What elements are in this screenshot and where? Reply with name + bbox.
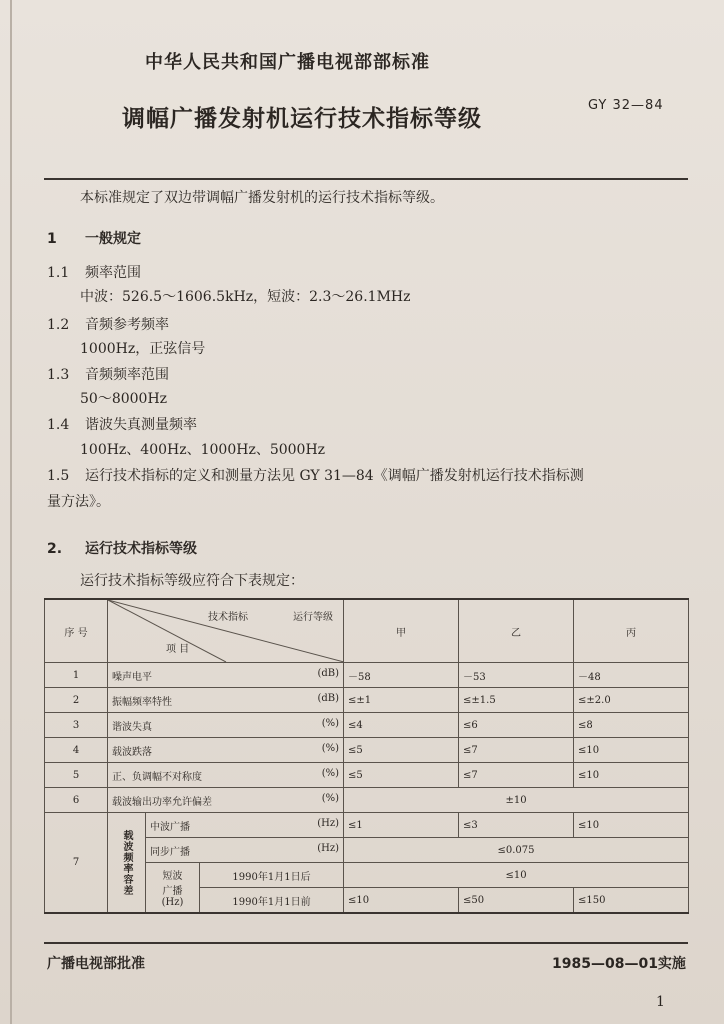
group-label-cell: [108, 813, 146, 914]
value-a: ≤±1: [344, 688, 459, 713]
value-c: ≤150: [574, 888, 689, 914]
header-grade-b: 乙: [459, 599, 574, 663]
value-b: ≤50: [459, 888, 574, 914]
spec-grade-table: [44, 598, 689, 914]
value-c: ≤±2.0: [574, 688, 689, 713]
value-b: ≤6: [459, 713, 574, 738]
clause-1-2-body: 1000Hz，正弦信号: [80, 341, 206, 357]
page-edge-divider: [10, 0, 12, 1024]
section-1-heading: [47, 228, 141, 248]
table-row: [45, 788, 689, 813]
sub-item-unit: (Hz): [317, 842, 340, 854]
sub-item: [146, 838, 344, 863]
clause-number: 1.3: [47, 367, 70, 383]
section-2-title: 运行技术指标等级: [85, 541, 197, 557]
header-grade-c: 丙: [574, 599, 689, 663]
clause-title: 音频频率范围: [85, 367, 169, 383]
header-item: 项 目: [166, 644, 190, 655]
item-unit: (dB): [317, 667, 340, 679]
value-a: ≤1: [344, 813, 459, 838]
value-a: ≤4: [344, 713, 459, 738]
header-grade-a: 甲: [344, 599, 459, 663]
row-item: [108, 688, 344, 713]
clause-1-3-body: 50～8000Hz: [80, 391, 168, 407]
period-label: 1990年1月1日前: [200, 888, 344, 914]
header-grade: 运行等级: [293, 612, 333, 623]
period-label: 1990年1月1日后: [200, 863, 344, 888]
footer-rule: [44, 942, 688, 944]
table-row: [45, 813, 689, 838]
clause-1-4-heading: [47, 414, 197, 434]
row-item: [108, 713, 344, 738]
value-b: ≤3: [459, 813, 574, 838]
item-label: 载波输出功率允许偏差: [112, 796, 212, 808]
value-c: ≤8: [574, 713, 689, 738]
row-number: 7: [45, 813, 108, 914]
header-indicator: 技术指标: [208, 612, 248, 623]
standard-code: GY 32—84: [588, 98, 664, 113]
shortwave-label-line: 短波: [162, 871, 183, 882]
item-label: 噪声电平: [112, 671, 152, 683]
intro-paragraph: 本标准规定了双边带调幅广播发射机的运行技术指标等级。: [80, 190, 444, 206]
header-diagonal-cell: [108, 599, 344, 663]
value-b: ≤7: [459, 738, 574, 763]
row-item: [108, 788, 344, 813]
value-a: ≤5: [344, 738, 459, 763]
value-c: －48: [574, 663, 689, 688]
clause-1-2-heading: [47, 314, 169, 334]
item-label: 谐波失真: [112, 721, 152, 733]
clause-title: 音频参考频率: [85, 317, 169, 333]
table-row: [45, 688, 689, 713]
value-all-grades: ≤10: [344, 863, 689, 888]
item-unit: (dB): [317, 692, 340, 704]
table-row: [45, 763, 689, 788]
value-c: ≤10: [574, 813, 689, 838]
clause-1-4-body: 100Hz、400Hz、1000Hz、5000Hz: [80, 442, 326, 458]
value-a: －58: [344, 663, 459, 688]
item-label: 载波跌落: [112, 746, 152, 758]
section-2-number: 2.: [47, 541, 63, 557]
sub-item-unit: (Hz): [317, 817, 340, 829]
row-item: [108, 738, 344, 763]
row-item: [108, 763, 344, 788]
clause-1-3-heading: [47, 364, 169, 384]
row-number: 1: [45, 663, 108, 688]
clause-1-5-continuation: 量方法》。: [47, 494, 110, 510]
header-seq: 序 号: [45, 599, 108, 663]
value-a: ≤10: [344, 888, 459, 914]
value-all-grades: ±10: [344, 788, 689, 813]
clause-1-1-body: 中波：526.5～1606.5kHz，短波：2.3～26.1MHz: [80, 289, 411, 305]
shortwave-label-line: 广播: [162, 886, 183, 897]
value-c: ≤10: [574, 738, 689, 763]
value-b: ≤±1.5: [459, 688, 574, 713]
clause-title: 频率范围: [85, 265, 141, 281]
value-all-grades: ≤0.075: [344, 838, 689, 863]
clause-number: 1.1: [47, 265, 70, 281]
row-item: [108, 663, 344, 688]
table-row: [45, 713, 689, 738]
approval-authority: 广播电视部批准: [47, 956, 145, 972]
item-label: 振幅频率特性: [112, 696, 172, 708]
item-unit: (%): [321, 767, 340, 779]
group-label: 载波频率容差: [121, 829, 132, 896]
table-intro: 运行技术指标等级应符合下表规定：: [80, 573, 304, 589]
item-label: 正、负调幅不对称度: [112, 771, 202, 783]
table-row: [45, 738, 689, 763]
clause-1-5-heading: [47, 465, 584, 485]
row-number: 6: [45, 788, 108, 813]
row-number: 4: [45, 738, 108, 763]
table-header-row: [45, 599, 689, 663]
clause-title: 谐波失真测量频率: [85, 417, 197, 433]
effective-date: 1985—08—01实施: [552, 956, 686, 972]
clause-text-line: 运行技术指标的定义和测量方法见 GY 31—84《调幅广播发射机运行技术指标测: [85, 468, 584, 484]
row-number: 3: [45, 713, 108, 738]
page-number: 1: [656, 994, 665, 1010]
clause-number: 1.4: [47, 417, 70, 433]
item-unit: (%): [321, 717, 340, 729]
shortwave-label-line: (Hz): [161, 897, 184, 908]
section-1-number: 1: [47, 231, 57, 247]
value-a: ≤5: [344, 763, 459, 788]
issuing-organization: 中华人民共和国广播电视部部标准: [145, 52, 430, 73]
value-b: ≤7: [459, 763, 574, 788]
value-c: ≤10: [574, 763, 689, 788]
sub-item-label: 中波广播: [150, 821, 190, 833]
item-unit: (%): [321, 792, 340, 804]
clause-1-1-heading: [47, 262, 141, 282]
table-row: [45, 663, 689, 688]
section-1-title: 一般规定: [85, 231, 141, 247]
clause-number: 1.5: [47, 468, 70, 484]
section-2-heading: [47, 538, 197, 558]
document-title: 调幅广播发射机运行技术指标等级: [122, 106, 482, 132]
header-rule: [44, 178, 688, 180]
shortwave-label-cell: [146, 863, 200, 914]
sub-item: [146, 813, 344, 838]
item-unit: (%): [321, 742, 340, 754]
clause-number: 1.2: [47, 317, 70, 333]
value-b: －53: [459, 663, 574, 688]
sub-item-label: 同步广播: [150, 846, 190, 858]
row-number: 2: [45, 688, 108, 713]
row-number: 5: [45, 763, 108, 788]
